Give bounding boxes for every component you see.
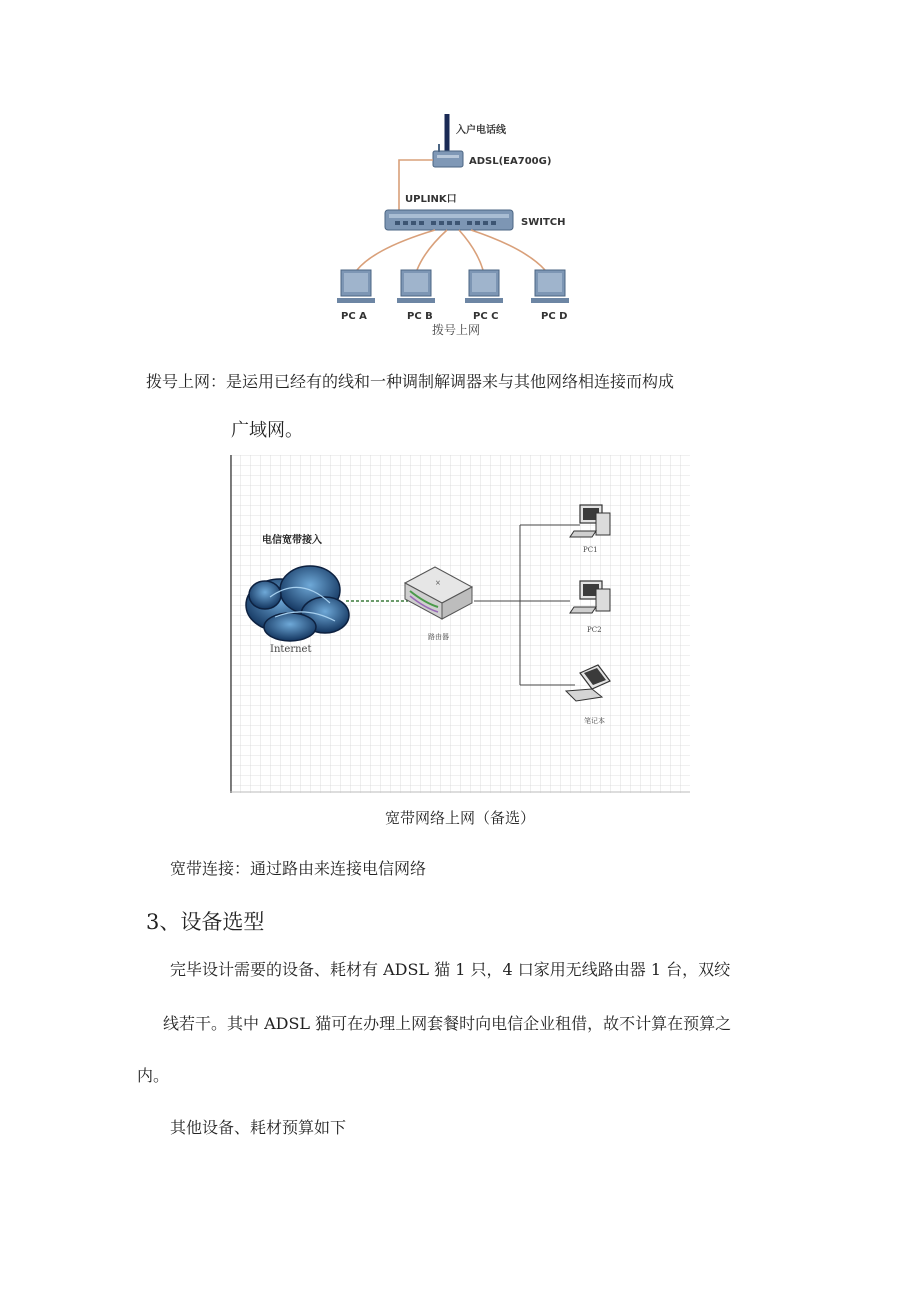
section-heading: 3、设备选型: [146, 910, 265, 934]
adsl-label: ADSL(EA700G): [469, 156, 552, 167]
pc2-label: PC2: [587, 626, 602, 634]
pc-c-label: PC C: [473, 311, 499, 322]
internet-label: Internet: [270, 644, 312, 655]
pc-c-icon: [465, 270, 503, 303]
broadband-access-label: 电信宽带接入: [262, 535, 322, 546]
cable-pc-c: [459, 230, 483, 270]
paragraph-dialup-line1: 拨号上网：是运用已经有的线和一种调制解调器来与其他网络相连接而构成: [146, 372, 675, 391]
figure1-caption: 拨号上网: [432, 323, 481, 337]
laptop-label: 笔记本: [584, 717, 605, 725]
svg-text:×: ×: [435, 579, 441, 587]
cable-pc-b: [417, 230, 447, 270]
figure2-caption: 宽带网络上网（备选）: [385, 809, 536, 827]
pc-a-label: PC A: [341, 311, 367, 322]
broadband-diagram: [230, 455, 690, 793]
pc1-label: PC1: [583, 546, 598, 554]
pc-a-icon: [337, 270, 375, 303]
cable-pc-a: [357, 230, 435, 270]
paragraph-equipment-line1: 完毕设计需要的设备、耗材有 ADSL 猫 1 只，4 口家用无线路由器 1 台，双绞: [170, 960, 731, 979]
paragraph-broadband: 宽带连接：通过路由来连接电信网络: [170, 859, 427, 878]
pc-b-label: PC B: [407, 311, 433, 322]
pc-d-label: PC D: [541, 311, 568, 322]
switch-label: SWITCH: [521, 217, 566, 228]
paragraph-dialup-line2: 广域网。: [231, 420, 303, 441]
paragraph-equipment-line2: 线若干。其中 ADSL 猫可在办理上网套餐时向电信企业租借，故不计算在预算之: [163, 1014, 732, 1033]
broadband-diagram-svg: [230, 455, 690, 793]
uplink-label: UPLINK口: [405, 194, 457, 205]
paragraph-budget: 其他设备、耗材预算如下: [170, 1118, 347, 1137]
dialup-diagram: [335, 108, 585, 340]
switch-icon: [385, 210, 513, 230]
dialup-diagram-svg: [335, 108, 585, 340]
phone-line-label: 入户电话线: [456, 125, 506, 136]
pc-d-icon: [531, 270, 569, 303]
paragraph-equipment-line3: 内。: [137, 1066, 170, 1085]
cable-pc-d: [471, 230, 545, 270]
pc-b-icon: [397, 270, 435, 303]
router-label: 路由器: [428, 633, 449, 641]
